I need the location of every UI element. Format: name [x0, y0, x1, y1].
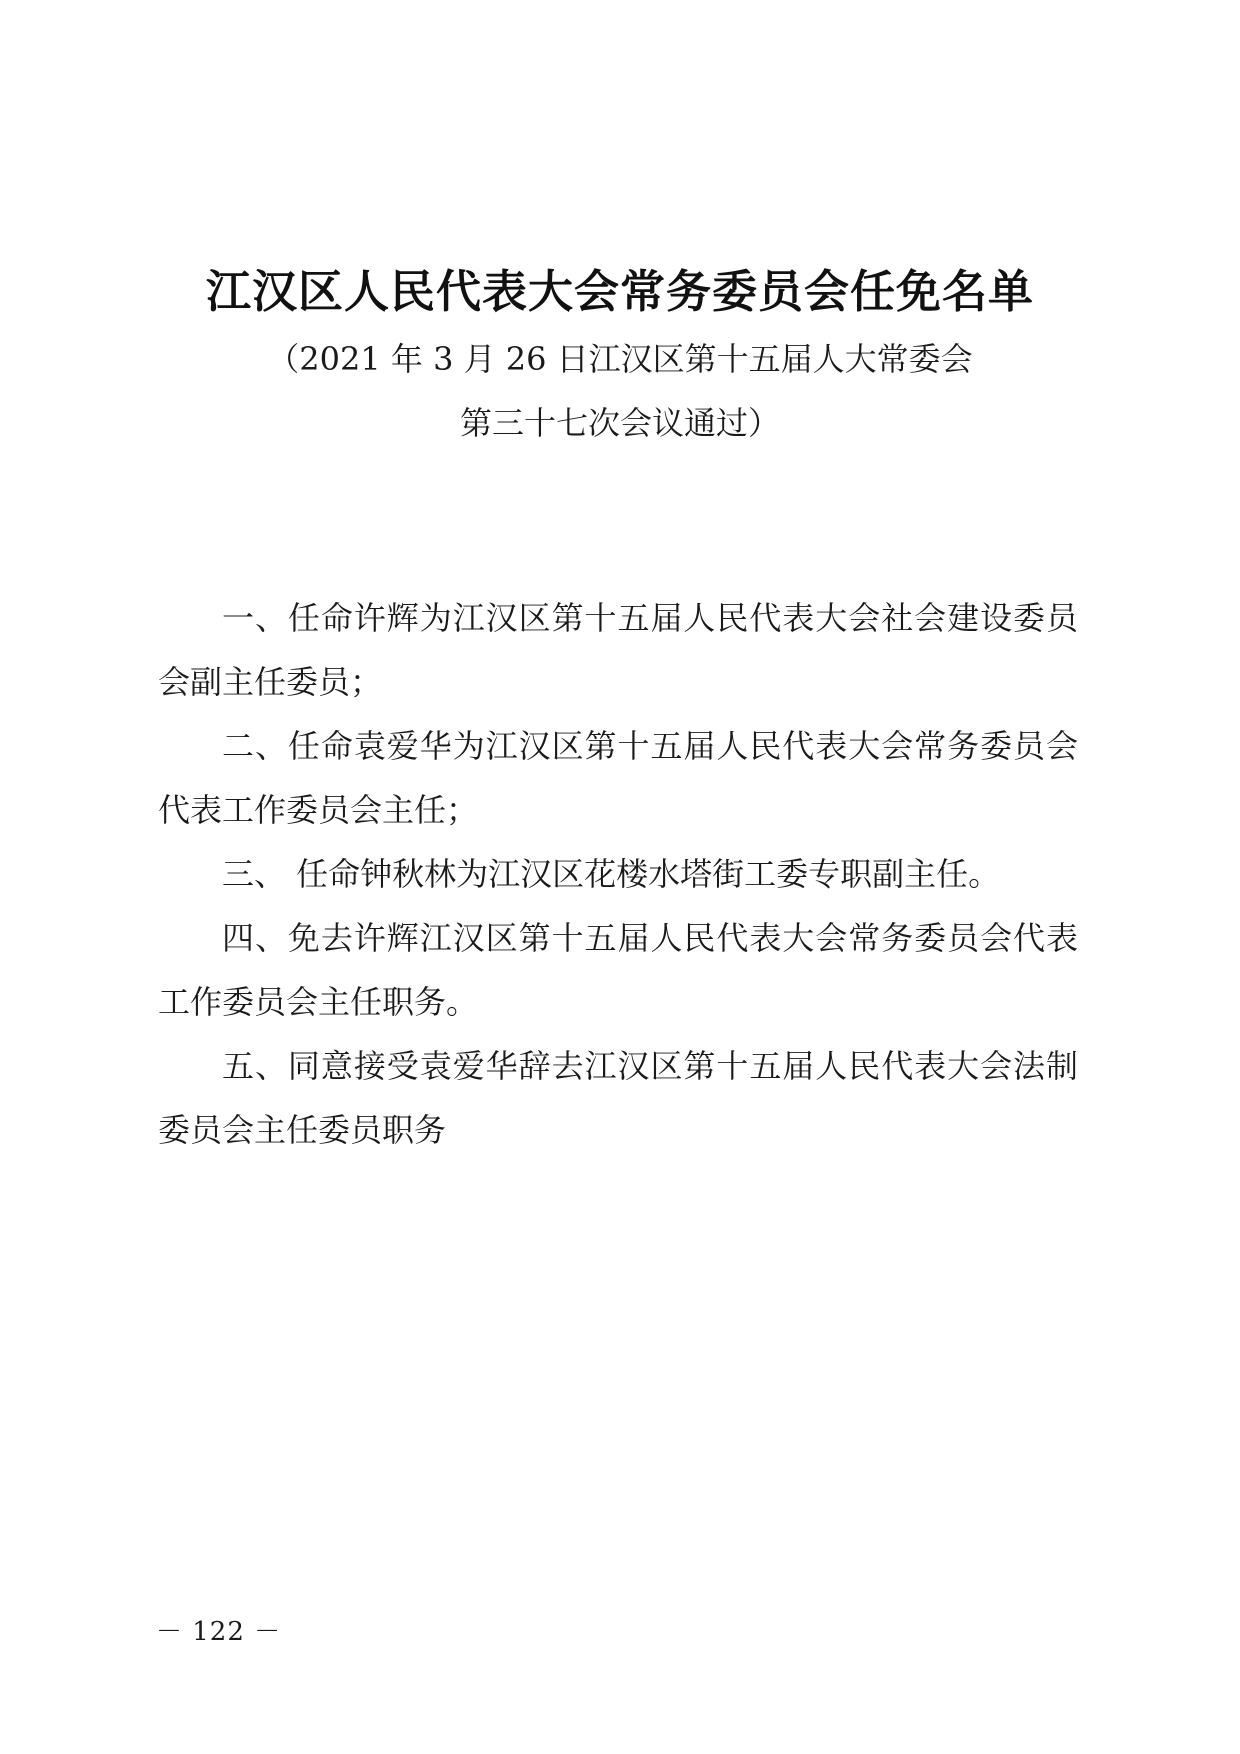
- paragraph-2: 二、任命袁爱华为江汉区第十五届人民代表大会常务委员会代表工作委员会主任；: [158, 727, 1078, 829]
- document-subtitle-line-1: （2021 年 3 月 26 日江汉区第十五届人大常委会: [267, 340, 973, 378]
- paragraph-4: 四、免去许辉江汉区第十五届人民代表大会常务委员会代表工作委员会主任职务。: [158, 919, 1078, 1021]
- document-title: 江汉区人民代表大会常务委员会任免名单: [205, 265, 1034, 318]
- paragraph-5: 五、同意接受袁爱华辞去江汉区第十五届人民代表大会法制委员会主任委员职务: [158, 1047, 1078, 1149]
- paragraph-1: 一、任命许辉为江汉区第十五届人民代表大会社会建设委员会副主任委员；: [158, 599, 1078, 701]
- page-number: － 122 －: [156, 1617, 282, 1647]
- document-body: [158, 586, 1078, 1162]
- document-subtitle-line-2: 第三十七次会议通过）: [459, 404, 780, 442]
- paragraph-3: 三、 任命钟秋林为江汉区花楼水塔街工委专职副主任。: [222, 855, 1001, 893]
